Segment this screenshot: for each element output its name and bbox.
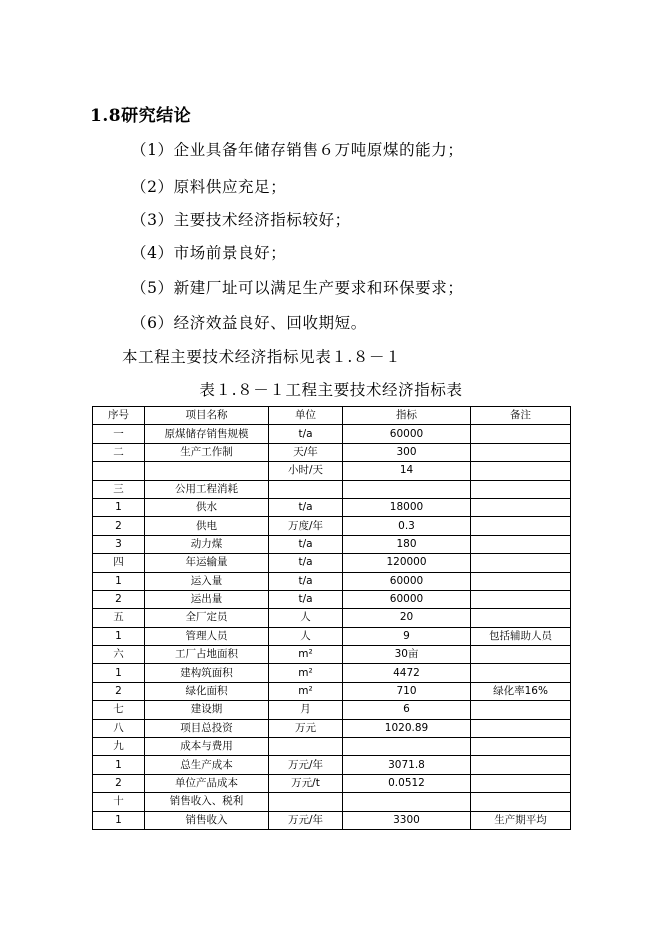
cell-remark bbox=[471, 793, 571, 811]
cell-remark bbox=[471, 609, 571, 627]
cell-remark bbox=[471, 425, 571, 443]
cell-unit: m² bbox=[269, 646, 343, 664]
cell-remark bbox=[471, 664, 571, 682]
cell-remark bbox=[471, 572, 571, 590]
cell-seq: 五 bbox=[93, 609, 145, 627]
table-row bbox=[93, 590, 571, 608]
cell-unit: 万元/年 bbox=[269, 756, 343, 774]
cell-remark bbox=[471, 480, 571, 498]
table-row bbox=[93, 480, 571, 498]
table-row bbox=[93, 756, 571, 774]
cell-remark bbox=[471, 498, 571, 516]
cell-item-name: 供水 bbox=[145, 498, 269, 516]
cell-unit: 人 bbox=[269, 609, 343, 627]
cell-unit: t/a bbox=[269, 590, 343, 608]
cell-seq: 二 bbox=[93, 443, 145, 461]
cell-seq: 十 bbox=[93, 793, 145, 811]
conclusion-item: （6）经济效益良好、回收期短。 bbox=[131, 314, 367, 332]
table-row bbox=[93, 719, 571, 737]
cell-indicator: 60000 bbox=[343, 590, 471, 608]
table-reference-text: 本工程主要技术经济指标见表１.８－１ bbox=[122, 348, 402, 366]
cell-seq: 七 bbox=[93, 701, 145, 719]
cell-indicator: 60000 bbox=[343, 572, 471, 590]
table-header-row bbox=[93, 407, 571, 425]
cell-remark: 绿化率16% bbox=[471, 682, 571, 700]
cell-seq: 一 bbox=[93, 425, 145, 443]
table-row bbox=[93, 646, 571, 664]
cell-unit: 万度/年 bbox=[269, 517, 343, 535]
cell-item-name: 单位产品成本 bbox=[145, 774, 269, 792]
cell-item-name: 绿化面积 bbox=[145, 682, 269, 700]
cell-seq: 3 bbox=[93, 535, 145, 553]
cell-remark bbox=[471, 774, 571, 792]
cell-seq: 1 bbox=[93, 572, 145, 590]
cell-item-name: 项目总投资 bbox=[145, 719, 269, 737]
table-row bbox=[93, 425, 571, 443]
table-row bbox=[93, 811, 571, 829]
cell-unit: t/a bbox=[269, 554, 343, 572]
cell-item-name: 建设期 bbox=[145, 701, 269, 719]
table-row bbox=[93, 627, 571, 645]
cell-indicator: 710 bbox=[343, 682, 471, 700]
cell-remark bbox=[471, 646, 571, 664]
cell-seq: 2 bbox=[93, 774, 145, 792]
cell-item-name: 运出量 bbox=[145, 590, 269, 608]
header-unit: 单位 bbox=[269, 407, 343, 425]
cell-indicator: 18000 bbox=[343, 498, 471, 516]
cell-remark bbox=[471, 738, 571, 756]
cell-remark: 生产期平均 bbox=[471, 811, 571, 829]
header-remark: 备注 bbox=[471, 407, 571, 425]
cell-unit: 万元 bbox=[269, 719, 343, 737]
cell-seq: 1 bbox=[93, 811, 145, 829]
cell-seq: 八 bbox=[93, 719, 145, 737]
cell-unit: 小时/天 bbox=[269, 462, 343, 480]
table-row bbox=[93, 572, 571, 590]
table-row bbox=[93, 793, 571, 811]
cell-unit: 万元/年 bbox=[269, 811, 343, 829]
cell-item-name: 工厂占地面积 bbox=[145, 646, 269, 664]
conclusion-item: （4）市场前景良好； bbox=[131, 244, 287, 262]
table-row bbox=[93, 664, 571, 682]
cell-remark bbox=[471, 719, 571, 737]
cell-unit bbox=[269, 738, 343, 756]
cell-remark bbox=[471, 443, 571, 461]
table-row bbox=[93, 535, 571, 553]
cell-remark bbox=[471, 554, 571, 572]
cell-unit: t/a bbox=[269, 535, 343, 553]
cell-indicator: 20 bbox=[343, 609, 471, 627]
cell-unit bbox=[269, 793, 343, 811]
table-body bbox=[93, 425, 571, 830]
table-row bbox=[93, 462, 571, 480]
cell-remark bbox=[471, 590, 571, 608]
cell-seq: 2 bbox=[93, 682, 145, 700]
cell-indicator: 120000 bbox=[343, 554, 471, 572]
cell-indicator: 180 bbox=[343, 535, 471, 553]
cell-unit: m² bbox=[269, 664, 343, 682]
cell-unit: t/a bbox=[269, 425, 343, 443]
cell-item-name: 总生产成本 bbox=[145, 756, 269, 774]
table-row bbox=[93, 517, 571, 535]
cell-unit: t/a bbox=[269, 498, 343, 516]
conclusion-item: （5）新建厂址可以满足生产要求和环保要求； bbox=[131, 279, 464, 297]
table-row bbox=[93, 498, 571, 516]
indicator-table bbox=[92, 406, 571, 830]
cell-item-name: 原煤储存销售规模 bbox=[145, 425, 269, 443]
cell-indicator: 3300 bbox=[343, 811, 471, 829]
cell-unit bbox=[269, 480, 343, 498]
cell-indicator: 14 bbox=[343, 462, 471, 480]
cell-remark bbox=[471, 701, 571, 719]
cell-indicator: 0.0512 bbox=[343, 774, 471, 792]
cell-unit: 月 bbox=[269, 701, 343, 719]
table-row bbox=[93, 738, 571, 756]
cell-item-name: 建构筑面积 bbox=[145, 664, 269, 682]
cell-indicator: 6 bbox=[343, 701, 471, 719]
cell-item-name: 运入量 bbox=[145, 572, 269, 590]
cell-indicator: 3071.8 bbox=[343, 756, 471, 774]
cell-item-name: 管理人员 bbox=[145, 627, 269, 645]
table-row bbox=[93, 443, 571, 461]
cell-remark bbox=[471, 462, 571, 480]
cell-indicator bbox=[343, 480, 471, 498]
cell-unit: 人 bbox=[269, 627, 343, 645]
table-row bbox=[93, 609, 571, 627]
cell-unit: m² bbox=[269, 682, 343, 700]
cell-item-name: 全厂定员 bbox=[145, 609, 269, 627]
conclusion-item: （1）企业具备年储存销售６万吨原煤的能力； bbox=[131, 141, 464, 159]
cell-indicator: 300 bbox=[343, 443, 471, 461]
cell-unit: t/a bbox=[269, 572, 343, 590]
cell-seq: 三 bbox=[93, 480, 145, 498]
cell-item-name: 销售收入 bbox=[145, 811, 269, 829]
table-row bbox=[93, 774, 571, 792]
cell-unit: 天/年 bbox=[269, 443, 343, 461]
cell-indicator: 4472 bbox=[343, 664, 471, 682]
cell-seq: 六 bbox=[93, 646, 145, 664]
cell-item-name: 公用工程消耗 bbox=[145, 480, 269, 498]
cell-indicator: 30亩 bbox=[343, 646, 471, 664]
cell-remark: 包括辅助人员 bbox=[471, 627, 571, 645]
cell-item-name: 年运输量 bbox=[145, 554, 269, 572]
cell-seq: 1 bbox=[93, 664, 145, 682]
cell-item-name: 生产工作制 bbox=[145, 443, 269, 461]
table-row bbox=[93, 682, 571, 700]
cell-item-name: 动力煤 bbox=[145, 535, 269, 553]
cell-seq: 2 bbox=[93, 517, 145, 535]
cell-indicator: 0.3 bbox=[343, 517, 471, 535]
cell-indicator bbox=[343, 793, 471, 811]
cell-unit: 万元/t bbox=[269, 774, 343, 792]
cell-indicator: 60000 bbox=[343, 425, 471, 443]
cell-remark bbox=[471, 535, 571, 553]
table-row bbox=[93, 554, 571, 572]
cell-item-name bbox=[145, 462, 269, 480]
cell-seq: 九 bbox=[93, 738, 145, 756]
cell-seq: 1 bbox=[93, 756, 145, 774]
cell-seq: 1 bbox=[93, 627, 145, 645]
table-caption: 表１.８－１工程主要技术经济指标表 bbox=[199, 381, 463, 399]
conclusion-item: （2）原料供应充足； bbox=[131, 178, 287, 196]
cell-seq: 1 bbox=[93, 498, 145, 516]
cell-indicator: 9 bbox=[343, 627, 471, 645]
header-indicator: 指标 bbox=[343, 407, 471, 425]
cell-item-name: 成本与费用 bbox=[145, 738, 269, 756]
cell-seq: 2 bbox=[93, 590, 145, 608]
cell-item-name: 供电 bbox=[145, 517, 269, 535]
table-row bbox=[93, 701, 571, 719]
cell-seq: 四 bbox=[93, 554, 145, 572]
cell-seq bbox=[93, 462, 145, 480]
cell-remark bbox=[471, 517, 571, 535]
conclusion-item: （3）主要技术经济指标较好； bbox=[131, 211, 351, 229]
section-heading: 1.8研究结论 bbox=[90, 106, 192, 126]
cell-remark bbox=[471, 756, 571, 774]
cell-item-name: 销售收入、税利 bbox=[145, 793, 269, 811]
cell-indicator: 1020.89 bbox=[343, 719, 471, 737]
header-item-name: 项目名称 bbox=[145, 407, 269, 425]
cell-indicator bbox=[343, 738, 471, 756]
header-seq: 序号 bbox=[93, 407, 145, 425]
